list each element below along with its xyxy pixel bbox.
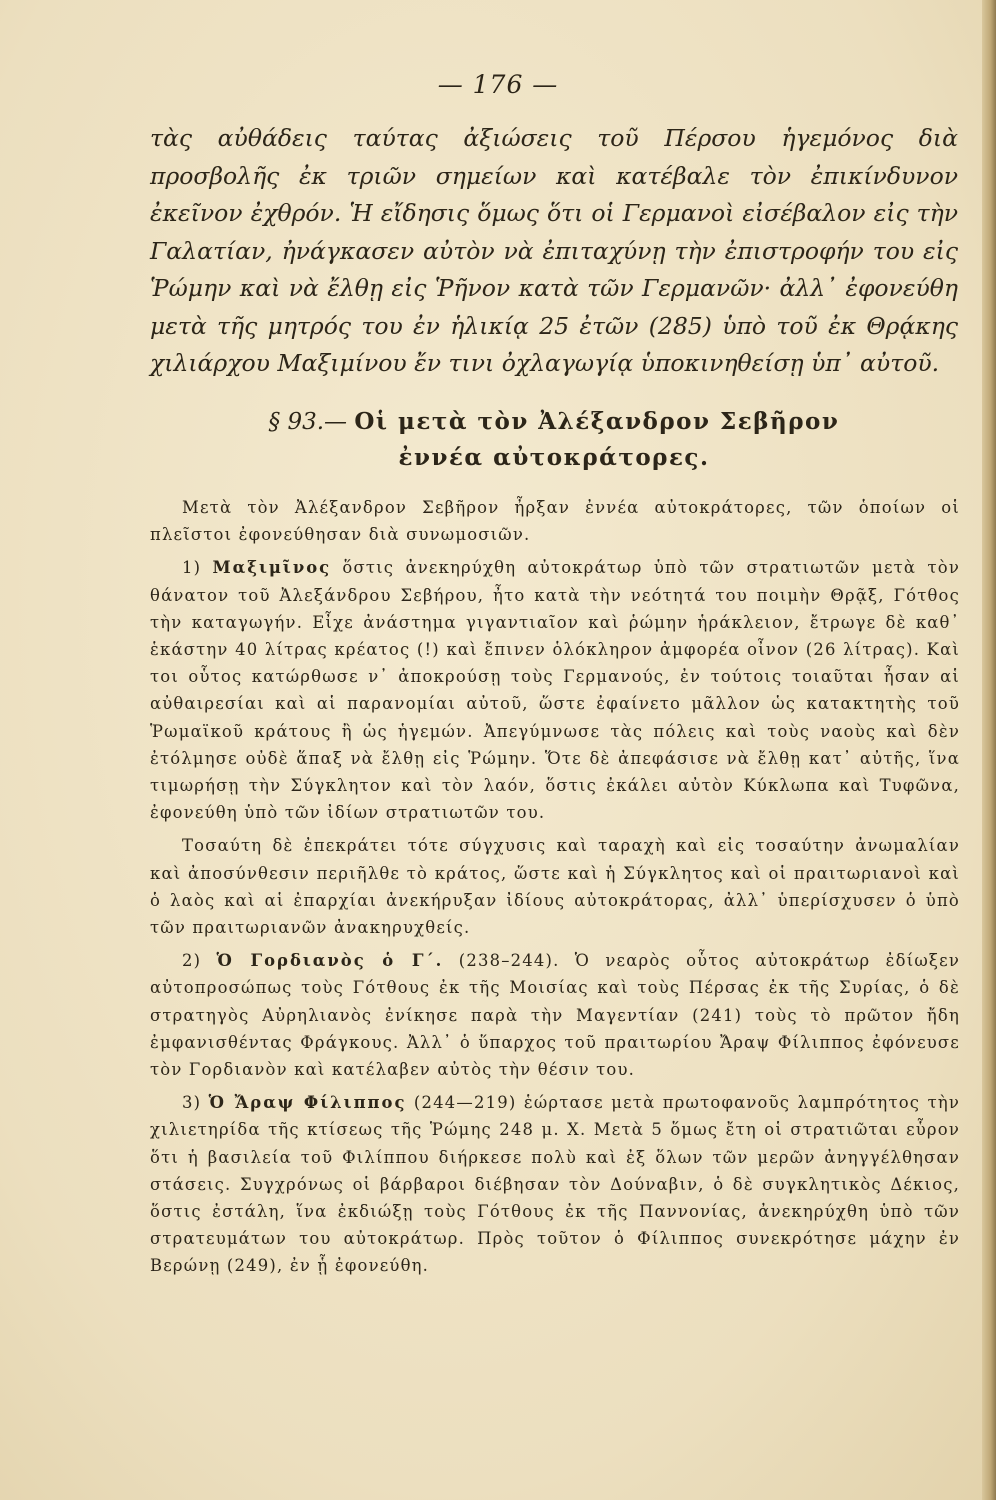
emperor-name: Ὁ Γορδιανὸς ὁ Γ΄.: [216, 951, 444, 971]
emperor-name: Ὁ Ἄραψ Φίλιππος: [208, 1093, 407, 1113]
paragraph-gordian: [150, 947, 960, 1083]
page-edge: [982, 0, 996, 1500]
page-number: — 176 —: [437, 70, 559, 99]
paragraph-text: (238–244). Ὁ νεαρὸς οὗτος αὐτοκράτωρ ἐδίωξεν αὐτοπροσώπως τοὺς Γότθους ἐκ τῆς Μοισίας καὶ τοὺς Πέρσας ἐκ τῆς Συρίας, ὁ δὲ στρατηγὸς Αὐρηλιανὸς ἐνίκησε παρὰ τὴν Μαγεντίαν (241) τοὺς τὸ πρῶτον ἤδη ἐμφανισθέντας Φράγκους. Ἀλλ᾽ ὁ ὕπαρχος τοῦ πραιτωρίου Ἄραψ Φίλιππος ἐφόνευσε τὸν Γορδιανὸν καὶ κατέλαβεν αὐτὸς τὴν θέσιν του.: [150, 951, 961, 1080]
paragraph-1: Μετὰ τὸν Ἀλέξανδρον Σεβῆρον ἦρξαν ἐννέα αὐτοκράτορες, τῶν ὁποίων οἱ πλεῖστοι ἐφονεύθησαν διὰ συνωμοσιῶν.: [150, 498, 960, 545]
item-number: 3): [182, 1093, 209, 1113]
section-number: § 93.—: [268, 409, 348, 435]
paragraph-text: ὅστις ἀνεκηρύχθη αὐτοκράτωρ ὑπὸ τῶν στρατιωτῶν μετὰ τὸν θάνατον τοῦ Ἀλεξάνδρου Σεβήρου, ἦτο κατὰ τὴν νεότητά του ποιμὴν Θρᾷξ, Γότθος τὴν καταγωγήν. Εἶχε ἀνάστημα γιγαντιαῖον καὶ ῥώμην ἡράκλειον, ἔτρωγε δὲ καθ᾽ ἑκάστην 40 λίτρας κρέατος (!) καὶ ἔπινεν ὁλόκληρον ἀμφορέα οἶνον (26 λίτρας). Καὶ τοι οὗτος κατώρθωσε ν᾽ ἀποκρούσῃ τοὺς Γερμανούς, ἐν τούτοις τοιαῦται ἦσαν αἱ αὐθαιρεσίαι καὶ αἱ παρανομίαι αὐτοῦ, ὥστε ἐφαίνετο μᾶλλον ὡς κατακτητὴς τοῦ Ῥωμαϊκοῦ κράτους ἢ ὡς ἡγεμών. Ἀπεγύμνωσε τὰς πόλεις καὶ τοὺς ναοὺς καὶ δὲν ἐτόλμησε οὐδὲ ἅπαξ νὰ ἔλθῃ εἰς Ῥώμην. Ὅτε δὲ ἀπεφάσισε νὰ ἔλθῃ κατ᾽ αὐτῆς, ἵνα τιμωρήσῃ τὴν Σύγκλητον καὶ τὸν λαόν, ὅστις ἐκάλει αὐτὸν Κύκλωπα καὶ Τυφῶνα, ἐφονεύθη ὑπὸ τῶν ἰδίων στρατιωτῶν του.: [150, 558, 960, 823]
paragraph-philip: [150, 1089, 960, 1279]
intro-text: τὰς αὐθάδεις ταύτας ἀξιώσεις τοῦ Πέρσου ἡγεμόνος διὰ προσβολῆς ἐκ τριῶν σημείων καὶ κατέβαλε τὸν ἐπικίνδυνον ἐκεῖνον ἐχθρόν. Ἡ εἴδησις ὅμως ὅτι οἱ Γερμανοὶ εἰσέβαλον εἰς τὴν Γαλατίαν, ἠνάγκασεν αὐτὸν νὰ ἐπιταχύνῃ τὴν ἐπιστροφήν του εἰς Ῥώμην καὶ νὰ ἔλθῃ εἰς Ῥῆνον κατὰ τῶν Γερμανῶν· ἀλλ᾽ ἐφονεύθη μετὰ τῆς μητρός του ἐν ἡλικίᾳ 25 ἐτῶν (285) ὑπὸ τοῦ ἐκ Θρᾴκης χιλιάρχου Μαξιμίνου ἔν τινι ὀχλαγωγίᾳ ὑποκινηθείσῃ ὑπ᾽ αὐτοῦ.: [150, 124, 958, 377]
section-heading: [150, 404, 958, 476]
item-number: 2): [182, 951, 217, 971]
paragraph-maximinus: [150, 554, 960, 826]
item-number: 1): [182, 558, 213, 578]
section-title-line1: Οἱ μετὰ τὸν Ἀλέξανδρον Σεβῆρον: [354, 408, 840, 435]
paragraph-text: (244—219) ἑώρτασε μετὰ πρωτοφανοῦς λαμπρότητος τὴν χιλιετηρίδα τῆς κτίσεως τῆς Ῥώμης 248 μ. Χ. Μετὰ 5 ὅμως ἔτη οἱ στρατιῶται εὗρον ὅτι ἡ βασιλεία τοῦ Φιλίππου διήρκεσε πολὺ καὶ ἐξ ὅλων τῶν μερῶν ἀνηγγέλθησαν στάσεις. Συγχρόνως οἱ βάρβαροι διέβησαν τὸν Δούναβιν, ὁ δὲ συγκλητικὸς Δέκιος, ὅστις ἐστάλη, ἵνα ἐκδιώξῃ τοὺς Γότθους ἐκ τῆς Παννονίας, ἀνεκηρύχθη ὑπὸ τῶν στρατευμάτων του αὐτοκράτωρ. Πρὸς τοῦτον ὁ Φίλιππος συνεκρότησε μάχην ἐν Βερώνῃ (249), ἐν ᾗ ἐφονεύθη.: [150, 1093, 961, 1276]
intro-paragraph: [150, 120, 958, 383]
body-text: [150, 494, 960, 1286]
paragraph-3: Τοσαύτη δὲ ἐπεκράτει τότε σύγχυσις καὶ ταραχὴ καὶ εἰς τοσαύτην ἀνωμαλίαν καὶ ἀποσύνθεσιν περιῆλθε τὸ κράτος, ὥστε καὶ ἡ Σύγκλητος καὶ οἱ πραιτωριανοὶ καὶ ὁ λαὸς καὶ αἱ ἐπαρχίαι ἀνεκήρυξαν ἰδίους αὐτοκράτορας, ἀλλ᾽ ὑπερίσχυσεν ὁ ὑπὸ τῶν πραιτωριανῶν ἀνακηρυχθείς.: [150, 836, 960, 938]
emperor-name: Μαξιμῖνος: [212, 558, 332, 578]
section-title-line2: ἐννέα αὐτοκράτορες.: [398, 444, 710, 471]
